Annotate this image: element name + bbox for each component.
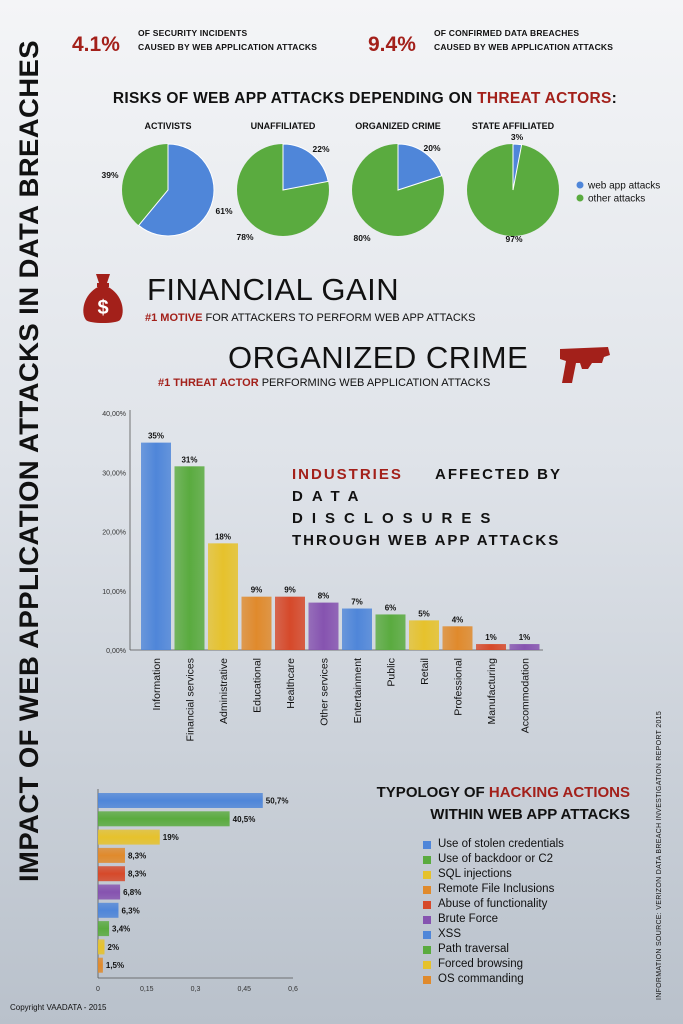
x-tick-label: 0,3 [190, 986, 201, 993]
legend-label: SQL injections [438, 868, 512, 880]
main-title-text: IMPACT OF WEB APPLICATION ATTACKS IN DATA BREACHES [14, 55, 44, 882]
typology-title [300, 782, 630, 826]
legend-marker-web [577, 182, 584, 189]
typology-value-label: 19% [162, 833, 179, 843]
stat-value-breaches: 9.4% [368, 33, 416, 56]
legend-swatch [423, 901, 431, 909]
typology-bar [98, 939, 105, 954]
legend-item [423, 957, 564, 972]
typology-title-line2: WITHIN WEB APP ATTACKS [430, 806, 630, 823]
industry-category-label: Accommodation [519, 658, 532, 734]
financial-gain-subtitle [145, 312, 475, 324]
risks-title-prefix: RISKS OF WEB APP ATTACKS DEPENDING ON [112, 90, 478, 107]
industry-bar [443, 626, 473, 650]
typology-title-highlight: HACKING ACTIONS [488, 784, 630, 801]
industry-bar [409, 620, 439, 650]
pie-title: ORGANIZED CRIME [355, 121, 441, 131]
industry-bar [275, 597, 305, 650]
financial-gain-rest: FOR ATTACKERS TO PERFORM WEB APP ATTACKS [202, 312, 476, 324]
source-note: INFORMATION SOURCE: VERIZON DATA BREACH INVESTIGATION REPORT 2015 [656, 710, 663, 1000]
pie-value-label: 80% [353, 233, 371, 243]
industry-category-label: Public [385, 658, 398, 687]
typology-bar [98, 848, 125, 863]
industries-chart [0, 400, 683, 780]
legend-label: OS commanding [438, 973, 524, 985]
typology-value-label: 6,3% [121, 906, 140, 916]
legend-label: Brute Force [438, 913, 499, 925]
typology-value-label: 6,8% [123, 888, 142, 897]
legend-swatch [423, 841, 431, 849]
legend-label: Forced browsing [438, 958, 524, 970]
legend-label: Remote File Inclusions [438, 883, 555, 895]
legend-label: Use of backdoor or C2 [438, 853, 554, 865]
typology-value-label: 8,3% [127, 851, 147, 861]
industry-category-label: Administrative [218, 658, 230, 724]
pie-value-label: 97% [505, 234, 523, 244]
y-tick-label: 30,00% [102, 470, 126, 478]
legend-swatch [423, 886, 431, 894]
gun-icon [558, 343, 612, 392]
threat-actor-pies [0, 110, 683, 260]
industries-title-highlight: INDUSTRIES [292, 466, 403, 483]
industry-category-label: Professional [452, 658, 465, 716]
typology-bar [98, 811, 230, 826]
organized-crime-title: ORGANIZED CRIME [228, 340, 529, 375]
industry-value-label: 18% [214, 532, 232, 542]
industries-title [292, 464, 562, 552]
pie-title: ACTIVISTS [144, 121, 192, 131]
organized-crime-highlight: #1 THREAT ACTOR [158, 377, 259, 389]
money-bag-icon [80, 272, 126, 329]
organized-crime-subtitle [158, 377, 490, 389]
typology-value-label: 8,3% [127, 869, 147, 879]
y-tick-label: 10,00% [102, 588, 126, 596]
pie-value-label: 61% [215, 206, 233, 216]
stat-desc-line: CAUSED BY WEB APPLICATION ATTACKS [138, 42, 318, 52]
financial-gain-title: FINANCIAL GAIN [147, 272, 400, 307]
stat-desc-breaches [434, 26, 613, 54]
industry-bar [208, 543, 238, 650]
industry-value-label: 5% [418, 609, 430, 619]
industry-value-label: 35% [147, 431, 165, 441]
industry-category-label: Information [151, 658, 163, 711]
legend-item [423, 867, 564, 882]
typology-bar [98, 885, 120, 900]
legend-marker-other [577, 195, 584, 202]
typology-bar [98, 866, 125, 881]
industry-bar [476, 644, 506, 650]
industry-category-label: Healthcare [285, 658, 297, 709]
industry-bar [510, 644, 540, 650]
industry-value-label: 4% [451, 615, 464, 625]
industry-value-label: 9% [284, 585, 296, 595]
typology-chart [0, 780, 340, 1002]
industry-value-label: 6% [384, 603, 397, 613]
pie-title: STATE AFFILIATED [471, 121, 555, 131]
industries-title-line3: THROUGH WEB APP ATTACKS [292, 532, 561, 549]
industry-category-label: Manufacturing [486, 658, 498, 725]
industry-bar [141, 443, 171, 650]
industry-value-label: 31% [181, 455, 198, 465]
industries-title-line2: DATA DISCLOSURES [292, 488, 500, 527]
industry-bar [376, 614, 406, 650]
y-tick-label: 40,00% [102, 411, 126, 418]
typology-value-label: 40,5% [232, 814, 256, 824]
industry-bar [242, 597, 272, 650]
legend-item [423, 912, 564, 927]
industry-value-label: 1% [485, 633, 497, 643]
typology-legend [423, 837, 564, 987]
x-tick-label: 0 [96, 986, 100, 993]
industry-value-label: 7% [351, 597, 363, 607]
financial-gain-highlight: #1 MOTIVE [145, 312, 203, 324]
pie-value-label: 20% [423, 143, 441, 153]
pie-value-label: 3% [510, 132, 524, 142]
typology-bar [98, 830, 160, 845]
industry-value-label: 9% [250, 585, 263, 595]
legend-swatch [423, 946, 431, 954]
svg-text:$: $ [97, 297, 109, 319]
pie-legend-label: other attacks [588, 193, 646, 205]
industries-title-rest: AFFECTED BY [435, 466, 562, 483]
industry-bar [342, 609, 372, 650]
stat-desc-incidents [138, 26, 317, 54]
x-tick-label: 0,45 [237, 986, 252, 993]
industry-category-label: Financial services [184, 658, 197, 742]
typology-value-label: 3,4% [112, 924, 131, 934]
y-tick-label: 0,00% [106, 648, 126, 655]
industry-category-label: Educational [251, 658, 264, 713]
pie-value-label: 39% [101, 170, 119, 180]
industry-bar [309, 603, 339, 650]
legend-item [423, 852, 564, 867]
typology-title-prefix: TYPOLOGY OF [376, 784, 489, 801]
industries-title-line1 [292, 464, 562, 486]
legend-swatch [423, 871, 431, 879]
typology-value-label: 1,5% [105, 961, 125, 971]
x-tick-label: 0,6 [288, 986, 298, 993]
legend-item [423, 972, 564, 987]
industry-category-label: Entertainment [352, 658, 364, 724]
legend-label: Abuse of functionality [438, 898, 548, 910]
risks-title-highlight: THREAT ACTORS [477, 90, 612, 107]
typology-value-label: 50,7% [265, 796, 289, 806]
legend-swatch [423, 976, 431, 984]
legend-swatch [423, 916, 431, 924]
legend-label: Use of stolen credentials [438, 838, 564, 850]
pie-value-label: 78% [236, 232, 254, 242]
industry-category-label: Other services [318, 658, 331, 726]
copyright: Copyright VAADATA - 2015 [10, 1003, 107, 1012]
risks-title-suffix: : [611, 90, 618, 107]
stat-value-incidents: 4.1% [72, 33, 120, 56]
typology-bar [98, 958, 103, 973]
industry-value-label: 1% [518, 633, 531, 643]
legend-item [423, 927, 564, 942]
stat-desc-line: OF SECURITY INCIDENTS [138, 28, 248, 38]
legend-item [423, 942, 564, 957]
stat-desc-line: CAUSED BY WEB APPLICATION ATTACKS [434, 42, 614, 52]
legend-label: Path traversal [438, 943, 509, 955]
legend-swatch [423, 931, 431, 939]
pie-value-label: 22% [312, 144, 330, 154]
pie-legend-label: web app attacks [588, 180, 661, 192]
industry-bar [175, 466, 205, 650]
legend-item [423, 837, 564, 852]
legend-swatch [423, 856, 431, 864]
pie-title: UNAFFILIATED [250, 121, 316, 131]
typology-bar [98, 921, 109, 936]
legend-item [423, 882, 564, 897]
stat-desc-line: OF CONFIRMED DATA BREACHES [434, 28, 580, 38]
x-tick-label: 0,15 [139, 986, 154, 993]
typology-value-label: 2% [107, 942, 120, 952]
legend-swatch [423, 961, 431, 969]
organized-crime-rest: PERFORMING WEB APPLICATION ATTACKS [258, 377, 491, 389]
industry-category-label: Retail [419, 658, 431, 685]
typology-title-line1 [300, 782, 630, 804]
industry-value-label: 8% [317, 591, 330, 601]
risks-title [75, 90, 655, 108]
typology-bar [98, 793, 263, 808]
legend-item [423, 897, 564, 912]
y-tick-label: 20,00% [102, 529, 126, 537]
typology-bar [98, 903, 118, 918]
legend-label: XSS [438, 928, 462, 940]
